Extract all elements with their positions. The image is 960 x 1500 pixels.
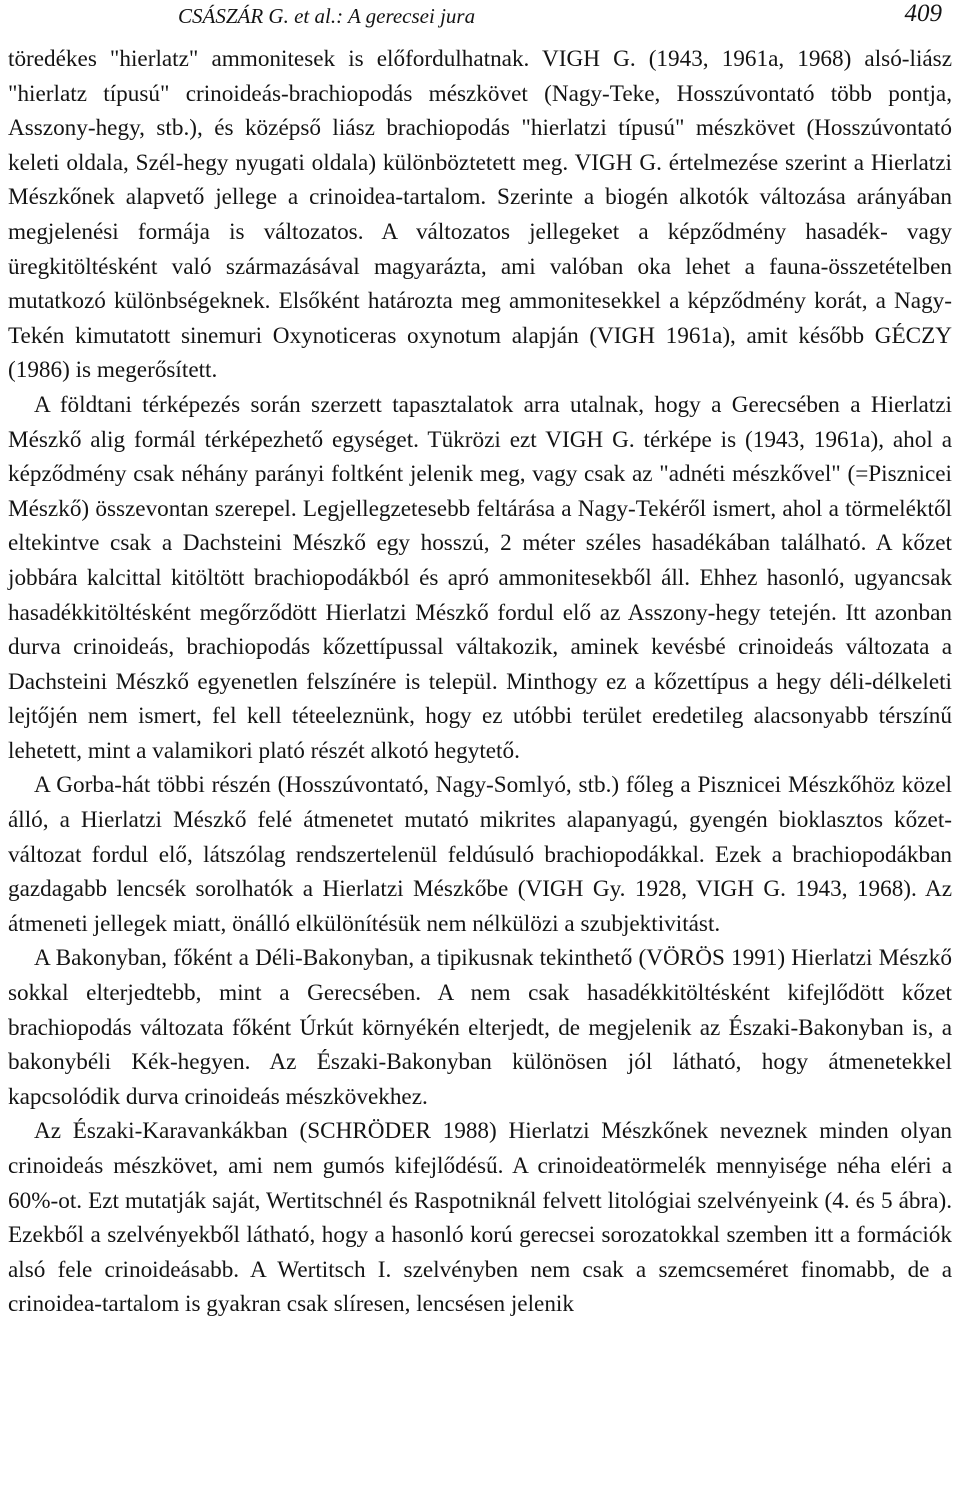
- page-number: 409: [904, 0, 942, 27]
- paragraph-4: A Bakonyban, főként a Déli-Bakonyban, a tipikusnak tekinthető (VÖRÖS 1991) Hierlatzi Mészkő sokkal elterjedtebb, mint a Gerecsében. A nem csak hasadékkitöltésként kifejlődött kőzet brachiopodás változata főként Úrkút környékén elterjedt, de megjelenik az Északi-Bakonyban is, a bakonybéli Kék-hegyen. Az Északi-Bakonyban különösen jól látható, hogy átmenetekkel kapcsolódik durva crinoideás mészkövekhez.: [8, 945, 952, 1110]
- running-title: CSÁSZÁR G. et al.: A gerecsei jura: [178, 4, 476, 28]
- paragraph-3: A Gorba-hát többi részén (Hosszúvontató, Nagy-Somlyó, stb.) főleg a Pisznicei Mészkőhöz közel álló, a Hierlatzi Mészkő felé átmenetet mutató mikrites alapanyagú, gyengén bioklasztos kőzet-változat fordul elő, látszólag rendszertelenül feldúsuló brachiopodákkal. Ezek a brachiopodákban gazdagabb lencsék sorolhatók a Hierlatzi Mészkőbe (VIGH Gy. 1928, VIGH G. 1943, 1968). Az átmeneti jellegek miatt, önálló elkülönítésük nem nélkülözi a szubjektivitást.: [8, 772, 952, 937]
- paragraph-5: Az Északi-Karavankákban (SCHRÖDER 1988) Hierlatzi Mészkőnek neveznek minden olyan crinoideás mészkövet, ami nem gumós kifejlődésű. A crinoideatörmelék mennyisége néha eléri a 60%-ot. Ezt mutatják saját, Wertitschnél és Raspotniknál felvett litológiai szelvényeink (4. és 5 ábra). Ezekből a szelvényekből látható, hogy a hasonló korú gerecsei sorozatokkal szemben itt a formációk alsó fele crinoideásabb. A Wertitsch I. szelvényben nem csak a szemcseméret finomabb, de a crinoidea-tartalom is gyakran csak slíresen, lencsésen jelenik: [8, 1118, 952, 1318]
- paragraph-2: A földtani térképezés során szerzett tapasztalatok arra utalnak, hogy a Gerecsében a Hierlatzi Mészkő alig formál térképezhető egységet. Tükrözi ezt VIGH G. térképe is (1943, 1961a), ahol a képződmény csak néhány parányi foltként jelenik meg, vagy csak az "adnéti mészkővel" (=Pisznicei Mészkő) összevontan szerepel. Legjellegzetesebb feltárása a Nagy-Tekéről ismert, ahol a törmeléktől eltekintve csak a Dachsteini Mészkő egy hosszú, 2 méter széles hasadékában található. A kőzet jobbára kalcittal kitöltött brachiopodákból és apró ammonitesekből áll. Ehhez hasonló, ugyancsak hasadékkitöltésként megőrződött Hierlatzi Mészkő fordul elő az Asszony-hegy tetején. Itt azonban durva crinoideás, brachiopodás kőzettípussal váltakozik, aminek kevésbé crinoideás változata a Dachsteini Mészkő egyenetlen felszínére is települ. Minthogy ez a kőzettípus a hegy déli-délkeleti lejtőjén nem ismert, fel kell téteeleznünk, hogy ez utóbbi terület eredetileg alacsonyabb térszínű lehetett, mint a valamikori plató részét alkotó hegytető.: [8, 391, 952, 764]
- body-text: [8, 42, 952, 1322]
- paragraph-1: töredékes "hierlatz" ammonitesek is előfordulhatnak. VIGH G. (1943, 1961a, 1968) alsó-liász "hierlatz típusú" crinoideás-brachiopodás mészkövet (Nagy-Teke, Hosszúvontató több pontja, Asszony-hegy, stb.), és középső liász brachiopodás "hierlatzi típusú" mészkövet (Hosszúvontató keleti oldala, Szél-hegy nyugati oldala) különböztetett meg. VIGH G. értelmezése szerint a Hierlatzi Mészkőnek alapvető jellege a crinoidea-tartalom. Szerinte a biogén alkotók változása arányában megjelenési formája is változatos. A változatos jellegeket a képződmény hasadék- vagy üregkitöltésként való származásával magyarázta, ami valóban oka lehet a fauna-összetételben mutatkozó különbségeknek. Elsőként határozta meg ammonitesekkel a képződmény korát, a Nagy-Tekén kimutatott sinemuri Oxynoticeras oxynotum alapján (VIGH 1961a), amit később GÉCZY (1986) is megerősített.: [8, 46, 952, 384]
- running-header: [8, 0, 952, 42]
